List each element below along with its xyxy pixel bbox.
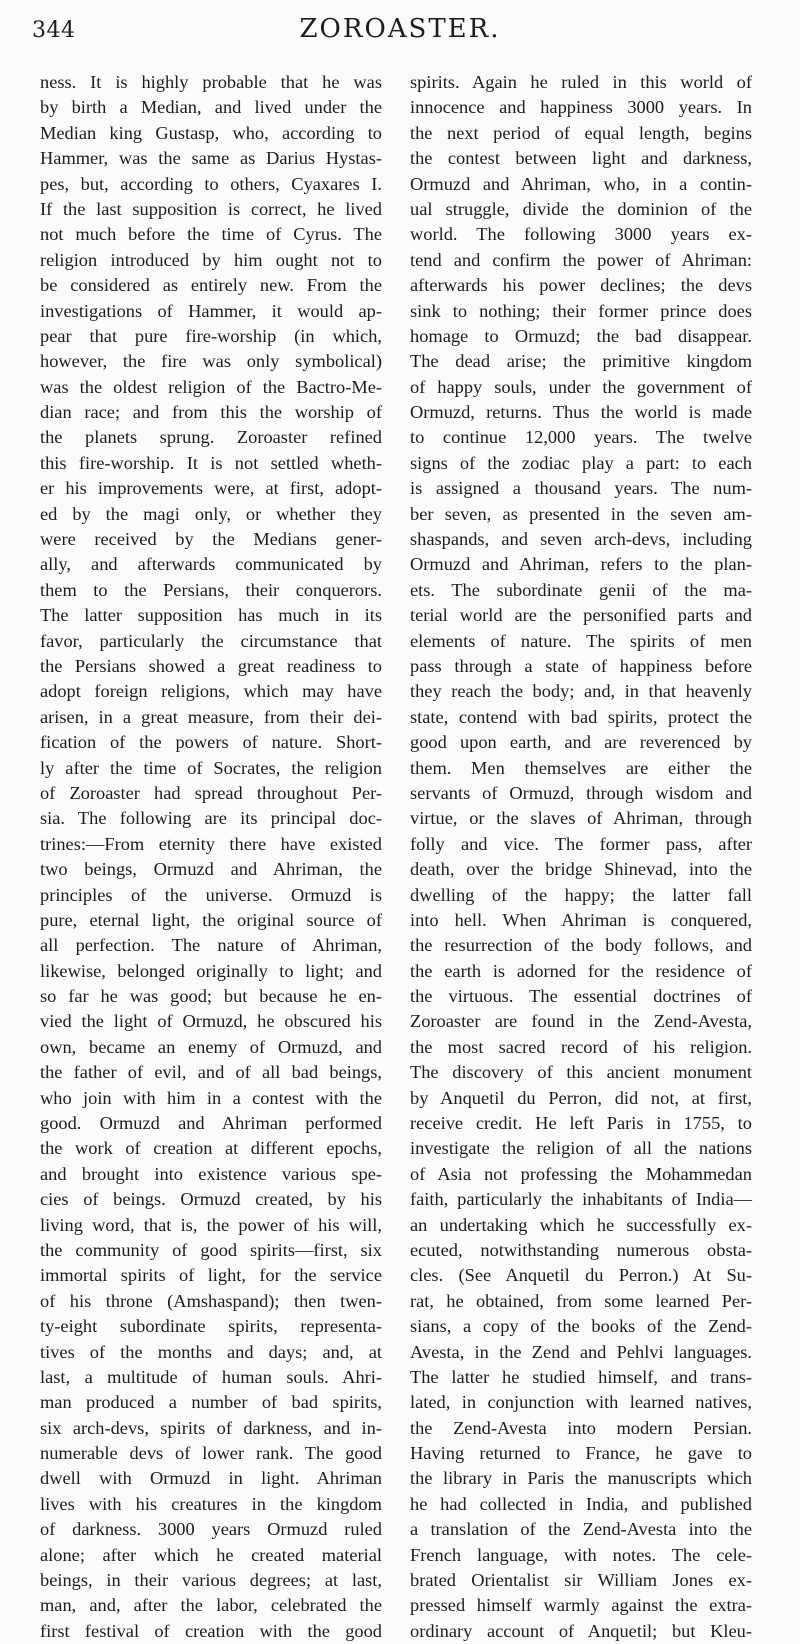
text-line: man, and, after the labor, celebrated the — [40, 1595, 382, 1616]
text-line: spirits. Again he ruled in this world of — [410, 72, 752, 92]
text-line: to continue 12,000 years. The twelve — [410, 427, 752, 448]
text-line: lives with his creatures in the kingdom — [40, 1493, 382, 1514]
text-line: sia. The following are its principal doc- — [40, 808, 382, 829]
text-line: beings, in their various degrees; at last, — [40, 1570, 382, 1591]
text-line: brated Orientalist sir William Jones ex- — [410, 1570, 752, 1591]
text-line: a translation of the Zend-Avesta into the — [410, 1519, 752, 1540]
right-column — [410, 70, 752, 1644]
text-line: Ormuzd and Ahriman, who, in a contin- — [410, 173, 752, 194]
text-line: homage to Ormuzd; the bad disappear. — [410, 325, 752, 346]
text-line: of happy souls, under the government of — [410, 376, 752, 397]
text-line: afterwards his power declines; the devs — [410, 275, 752, 296]
text-line: pes, but, according to others, Cyaxares I. — [40, 173, 382, 194]
text-line: good. Ormuzd and Ahriman performed — [40, 1113, 382, 1134]
text-line: Zoroaster are found in the Zend-Avesta, — [410, 1011, 752, 1032]
text-line: immortal spirits of light, for the service — [40, 1265, 382, 1286]
text-line: so far he was good; but because he en- — [40, 986, 382, 1007]
text-line: dwelling of the happy; the latter fall — [410, 884, 752, 905]
text-line: shaspands, and seven arch-devs, including — [410, 529, 752, 550]
text-line: of Zoroaster had spread throughout Per- — [40, 782, 382, 803]
text-line: own, became an enemy of Ormuzd, and — [40, 1036, 382, 1057]
text-line: Having returned to France, he gave to — [410, 1443, 752, 1464]
text-line: virtue, or the slaves of Ahriman, through — [410, 808, 752, 829]
text-line: The dead arise; the primitive kingdom — [410, 351, 752, 372]
text-line: trines:—From eternity there have existed — [40, 833, 382, 854]
text-line: ty-eight subordinate spirits, representa- — [40, 1316, 382, 1337]
text-line: the Persians showed a great readiness to — [40, 655, 382, 676]
text-line: faith, particularly the inhabitants of India— — [410, 1189, 752, 1210]
text-line: were received by the Medians gener- — [40, 529, 382, 550]
text-line: the community of good spirits—first, six — [40, 1239, 382, 1260]
text-line: The latter he studied himself, and trans- — [410, 1366, 752, 1387]
text-line: The discovery of this ancient monument — [410, 1062, 752, 1083]
text-line: the earth is adorned for the residence of — [410, 960, 752, 981]
text-line: of Asia not professing the Mohammedan — [410, 1163, 752, 1184]
text-line: he had collected in India, and published — [410, 1493, 752, 1514]
text-line: last, a multitude of human souls. Ahri- — [40, 1366, 382, 1387]
text-line: the library in Paris the manuscripts which — [410, 1468, 752, 1489]
text-line: however, the fire was only symbolical) — [40, 351, 382, 372]
text-line: vied the light of Ormuzd, he obscured his — [40, 1011, 382, 1032]
text-line: sink to nothing; their former prince does — [410, 300, 752, 321]
left-column — [40, 70, 382, 1644]
text-line: ly after the time of Socrates, the religion — [40, 757, 382, 778]
text-line: signs of the zodiac play a part: to each — [410, 452, 752, 473]
text-line: by Anquetil du Perron, did not, at first, — [410, 1087, 752, 1108]
text-line: and brought into existence various spe- — [40, 1163, 382, 1184]
text-line: good upon earth, and are reverenced by — [410, 732, 752, 753]
text-line: Hammer, was the same as Darius Hystas- — [40, 148, 382, 169]
text-line: two beings, Ormuzd and Ahriman, the — [40, 859, 382, 880]
text-line: the Zend-Avesta into modern Persian. — [410, 1417, 752, 1438]
text-line: elements of nature. The spirits of men — [410, 630, 752, 651]
text-line: pure, eternal light, the original source of — [40, 909, 382, 930]
text-line: them. Men themselves are either the — [410, 757, 752, 778]
text-line: terial world are the personified parts and — [410, 605, 752, 626]
text-line: the next period of equal length, begins — [410, 122, 752, 143]
text-line: was the oldest religion of the Bactro-Me- — [40, 376, 382, 397]
text-line: the most sacred record of his religion. — [410, 1036, 752, 1057]
text-line: the planets sprung. Zoroaster refined — [40, 427, 382, 448]
text-line: Ormuzd, returns. Thus the world is made — [410, 402, 752, 423]
text-line: servants of Ormuzd, through wisdom and — [410, 782, 752, 803]
text-line: ed by the magi only, or whether they — [40, 503, 382, 524]
text-line: investigate the religion of all the nations — [410, 1138, 752, 1159]
text-line: tend and confirm the power of Ahriman: — [410, 249, 752, 270]
text-line: favor, particularly the circumstance that — [40, 630, 382, 651]
text-line: pressed himself warmly against the extra- — [410, 1595, 752, 1616]
text-line: er his improvements were, at first, adopt- — [40, 478, 382, 499]
text-line: of darkness. 3000 years Ormuzd ruled — [40, 1519, 382, 1540]
text-line: likewise, belonged originally to light; and — [40, 960, 382, 981]
text-line: state, contend with bad spirits, protect the — [410, 706, 752, 727]
text-line: ual struggle, divide the dominion of the — [410, 198, 752, 219]
text-line: ber seven, as presented in the seven am- — [410, 503, 752, 524]
text-line: arisen, in a great measure, from their dei- — [40, 706, 382, 727]
text-line: adopt foreign religions, which may have — [40, 681, 382, 702]
text-line: dian race; and from this the worship of — [40, 402, 382, 423]
text-line: six arch-devs, spirits of darkness, and in- — [40, 1417, 382, 1438]
text-line: ally, and afterwards communicated by — [40, 554, 382, 575]
text-line: they reach the body; and, in that heavenly — [410, 681, 752, 702]
text-line: man produced a number of bad spirits, — [40, 1392, 382, 1413]
page-number: 344 — [32, 18, 76, 43]
text-line: If the last supposition is correct, he lived — [40, 198, 382, 219]
text-line: them to the Persians, their conquerors. — [40, 579, 382, 600]
text-line: living word, that is, the power of his will, — [40, 1214, 382, 1235]
text-line: the work of creation at different epochs, — [40, 1138, 382, 1159]
text-line: into hell. When Ahriman is conquered, — [410, 909, 752, 930]
text-line: rat, he obtained, from some learned Per- — [410, 1290, 752, 1311]
text-line: ecuted, notwithstanding numerous obsta- — [410, 1239, 752, 1260]
text-line: the resurrection of the body follows, and — [410, 935, 752, 956]
text-line: ordinary account of Anquetil; but Kleu- — [410, 1620, 752, 1641]
text-line: ness. It is highly probable that he was — [40, 72, 382, 92]
text-line: fication of the powers of nature. Short- — [40, 732, 382, 753]
text-line: ets. The subordinate genii of the ma- — [410, 579, 752, 600]
text-line: world. The following 3000 years ex- — [410, 224, 752, 245]
text-line: Avesta, in the Zend and Pehlvi languages. — [410, 1341, 752, 1362]
text-line: first festival of creation with the good — [40, 1620, 382, 1641]
text-line: tives of the months and days; and, at — [40, 1341, 382, 1362]
text-line: folly and vice. The former pass, after — [410, 833, 752, 854]
text-line: cles. (See Anquetil du Perron.) At Su- — [410, 1265, 752, 1286]
text-line: French language, with notes. The cele- — [410, 1544, 752, 1565]
text-line: alone; after which he created material — [40, 1544, 382, 1565]
text-line: cies of beings. Ormuzd created, by his — [40, 1189, 382, 1210]
text-line: by birth a Median, and lived under the — [40, 97, 382, 118]
text-line: all perfection. The nature of Ahriman, — [40, 935, 382, 956]
text-line: sians, a copy of the books of the Zend- — [410, 1316, 752, 1337]
text-line: of his throne (Amshaspand); then twen- — [40, 1290, 382, 1311]
text-line: religion introduced by him ought not to — [40, 249, 382, 270]
text-line: death, over the bridge Shinevad, into the — [410, 859, 752, 880]
text-line: is assigned a thousand years. The num- — [410, 478, 752, 499]
text-line: investigations of Hammer, it would ap- — [40, 300, 382, 321]
text-line: Median king Gustasp, who, according to — [40, 122, 382, 143]
text-line: be considered as entirely new. From the — [40, 275, 382, 296]
text-line: pass through a state of happiness before — [410, 655, 752, 676]
text-line: this fire-worship. It is not settled wheth- — [40, 452, 382, 473]
text-line: innocence and happiness 3000 years. In — [410, 97, 752, 118]
text-line: an undertaking which he successfully ex- — [410, 1214, 752, 1235]
text-line: the virtuous. The essential doctrines of — [410, 986, 752, 1007]
text-line: Ormuzd and Ahriman, refers to the plan- — [410, 554, 752, 575]
text-line: the contest between light and darkness, — [410, 148, 752, 169]
text-line: dwell with Ormuzd in light. Ahriman — [40, 1468, 382, 1489]
text-line: not much before the time of Cyrus. The — [40, 224, 382, 245]
text-line: The latter supposition has much in its — [40, 605, 382, 626]
text-line: lated, in conjunction with learned natives, — [410, 1392, 752, 1413]
text-line: the father of evil, and of all bad beings, — [40, 1062, 382, 1083]
page-header — [0, 6, 800, 50]
text-line: numerable devs of lower rank. The good — [40, 1443, 382, 1464]
text-line: receive credit. He left Paris in 1755, to — [410, 1113, 752, 1134]
text-line: principles of the universe. Ormuzd is — [40, 884, 382, 905]
text-line: who join with him in a contest with the — [40, 1087, 382, 1108]
running-head-title: ZOROASTER. — [299, 14, 501, 44]
text-line: pear that pure fire-worship (in which, — [40, 325, 382, 346]
